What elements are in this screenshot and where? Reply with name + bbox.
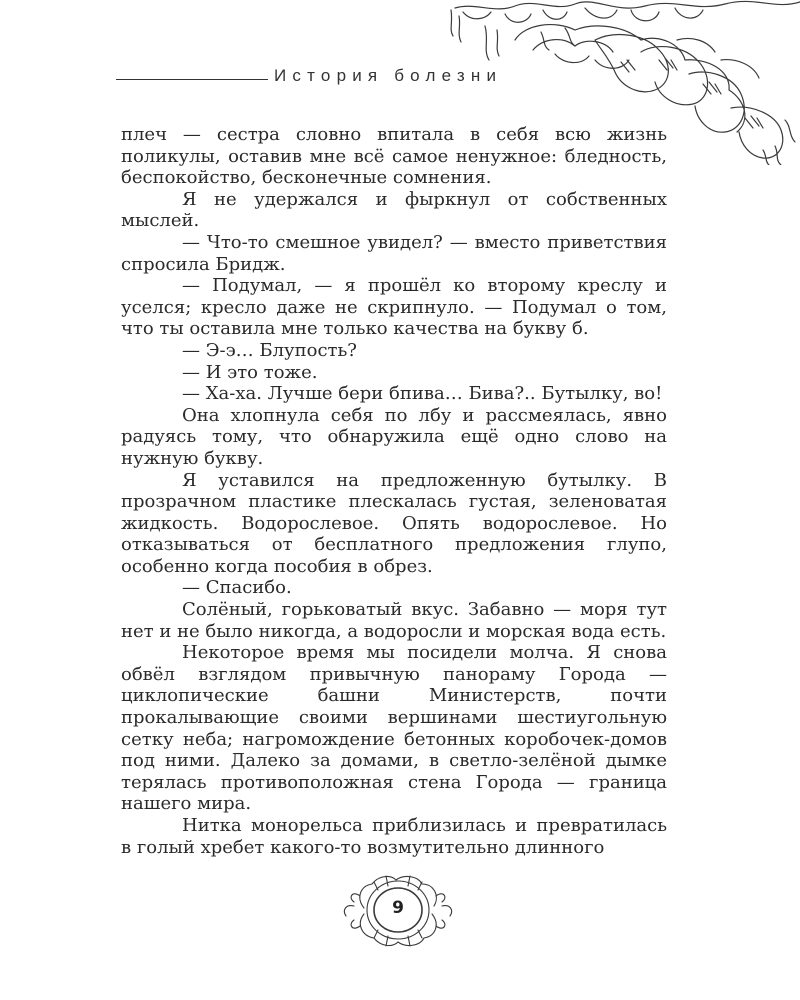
- paragraph: — Подумал, — я прошёл ко второму креслу и уселся; кресло даже не скрипнуло. — Подумал о том, что ты оставила мне только качества на букву б.: [121, 275, 667, 340]
- paragraph: Некоторое время мы посидели молча. Я снова обвёл взглядом привычную панораму Города — циклопические башни Министерств, почти прокалывающие своими вершинами шестиугольную сетку неба; нагромождение бетонных коробочек-домов под ними. Далеко за домами, в светло-зелёной дымке терялась противоположная стена Города — граница нашего мира.: [121, 642, 667, 815]
- header-rule: [116, 79, 268, 80]
- page-number-ornament: [334, 868, 462, 956]
- paragraph: — Спасибо.: [182, 577, 292, 599]
- paragraph: — Что-то смешное увидел? — вместо приветствия спросила Бридж.: [121, 231, 667, 275]
- running-title: История болезни: [274, 66, 503, 85]
- paragraph: Солёный, горьковатый вкус. Забавно — моря тут нет и не было никогда, а водоросли и морская вода есть.: [121, 599, 667, 642]
- body-text: [121, 124, 667, 858]
- paragraph: — Ха-ха. Лучше бери бпива… Бива?.. Бутылку, во!: [182, 383, 663, 405]
- paragraph: Я уставился на предложенную бутылку. В прозрачном пластике плескалась густая, зеленоватая жидкость. Водорослевое. Опять водорослевое. Но отказываться от бесплатного предложения глупо, особенно когда пособия в обрез.: [121, 469, 667, 577]
- paragraph: Она хлопнула себя по лбу и рассмеялась, явно радуясь тому, что обнаружила ещё одно слово на нужную букву.: [121, 404, 667, 469]
- page-number: 9: [392, 898, 404, 918]
- paragraph: Я не удержался и фыркнул от собственных мыслей.: [121, 188, 667, 232]
- paragraph: Нитка монорельса приблизилась и превратилась в голый хребет какого-то возмутительно длинного: [121, 815, 667, 858]
- paragraph: — И это тоже.: [182, 361, 318, 383]
- paragraph: — Э-э… Блупость?: [182, 339, 357, 361]
- running-header: [116, 66, 636, 90]
- paragraph: плеч — сестра словно впитала в себя всю жизнь поликулы, оставив мне всё самое ненужное: бледность, беспокойство, бесконечные сомнения.: [121, 124, 667, 189]
